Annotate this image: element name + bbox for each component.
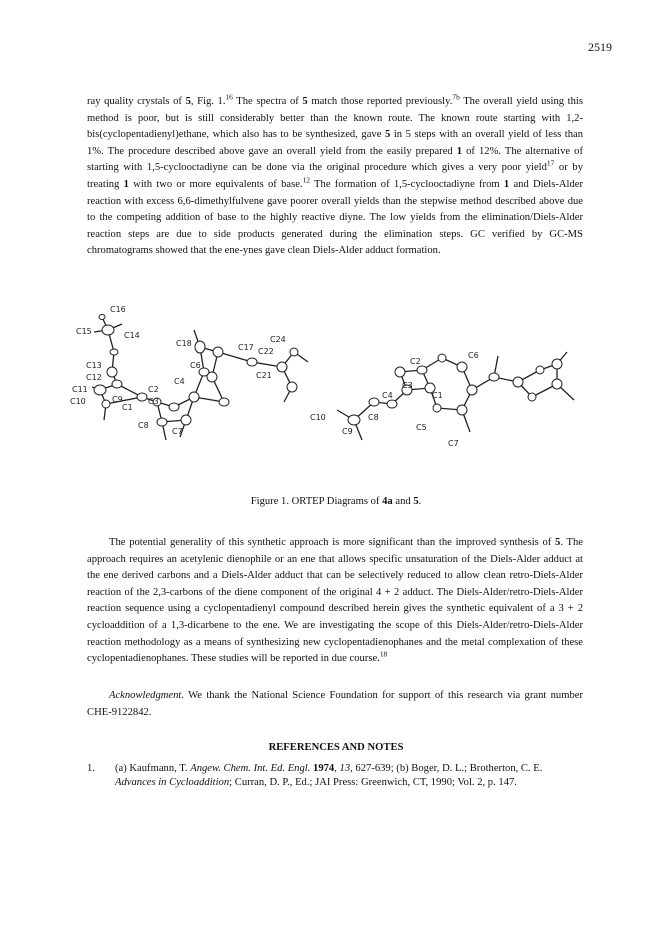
- text-run: (a) Kaufmann, T.: [115, 763, 191, 774]
- text-run: , 627-639; (b) Boger, D. L.; Brotherton, C. E.: [350, 763, 543, 774]
- reference-text: [115, 762, 583, 790]
- text-run: of 12%. The alternative of starting with 1,5-cyclooctadiyne can be done via the original procedure which gives a very poor yield: [87, 145, 583, 174]
- atom-label: C6: [190, 361, 201, 370]
- atom-label: C5: [416, 423, 427, 432]
- text-run: ,: [334, 763, 340, 774]
- atom-label: C18: [176, 339, 192, 348]
- atom-label: C12: [86, 373, 102, 382]
- atom-label: C1: [122, 403, 133, 412]
- reference-number: 1.: [87, 763, 95, 774]
- atom-label: C10: [310, 413, 326, 422]
- text-run: in 5 steps with an overall yield of less than 1%. The procedure described above gave an overall yield from the easily prepared: [87, 129, 583, 157]
- text-run: 18: [379, 649, 388, 659]
- text-run: 5: [302, 96, 308, 107]
- text-run: 5: [384, 129, 391, 141]
- text-run: and Diels-Alder reaction with excess 6,6-dimethylfulvene gave poorer overall yields than the stepwise method described above due to the competing addition of base to the highly reactive diyne. The low yields from the elimination/Diels-Alder reaction steps are due to side products generated during the elimination steps. GC verified by GC-MS chromatograms showed that the ene-ynes gave clean Diels-Alder adduct formation.: [87, 178, 584, 257]
- text-run: , Fig. 1.: [190, 96, 226, 107]
- text-run: The spectra of: [232, 96, 303, 107]
- text-run: and: [392, 496, 414, 507]
- text-run: . The approach requires an acetylenic dienophile or an ene that allows specific unsaturation of the Diels-Alder adduct at the ene derived carbons and a Diels-Alder adduct that can be selectively reduced to allow clean retro-Diels-Alder reaction of the 2,3-carbons of the diene component of the original 4 + 2 adduct. The Diels-Alder/retro-Diels-Alder reaction sequence using a cyclopentadienyl compound described herein gives the synthetic equivalent of a 3 + 2 cycloaddition of a 1,3-dicarbene to the ene. We are investigating the scope of this Diels-Alder/retro-Diels-Alder reaction methodology as a means of synthesizing new cyclopentadienophanes and the metal complexation of these cyclopentadienophanes. These studies will be reported in due course.: [87, 537, 584, 665]
- text-run: 13: [339, 763, 351, 774]
- ortep-figure: [62, 292, 602, 487]
- atom-label: C3: [148, 397, 159, 406]
- text-run: The overall yield using this method is poor, but is still considerably better than the known route. The known route starting with 1,2-bis(cyclopentadienyl)ethane, which also has to be synthesized, gave: [87, 96, 583, 141]
- text-run: 5: [413, 496, 419, 507]
- text-run: 4a: [382, 496, 393, 507]
- atom-label: C16: [110, 305, 126, 314]
- atom-label: C4: [174, 377, 185, 386]
- atom-label: C11: [72, 385, 88, 394]
- text-run: We thank the National Science Foundation for support of this research via grant number CHE-9122842.: [87, 690, 583, 718]
- reference-item: [87, 762, 583, 790]
- ortep-diagram-4a: [70, 305, 308, 440]
- atom-label: C1: [432, 391, 443, 400]
- atom-label: C7: [172, 427, 183, 436]
- atom-label: C9: [112, 395, 123, 404]
- atom-label: C2: [148, 385, 159, 394]
- text-run: 16: [225, 92, 233, 102]
- atom-label: C8: [138, 421, 149, 430]
- atom-label: C21: [256, 371, 272, 380]
- text-run: .: [418, 496, 422, 507]
- atom-label: C9: [342, 427, 353, 436]
- text-run: match those reported previously.: [307, 96, 453, 107]
- figure-caption: [0, 496, 672, 507]
- text-run: 1: [123, 178, 129, 190]
- page-number: 2519: [588, 40, 612, 54]
- text-run: 17: [546, 158, 555, 168]
- atom-label: C8: [368, 413, 379, 422]
- text-run: Figure 1. ORTEP Diagrams of: [250, 496, 383, 507]
- atom-label: C14: [124, 331, 140, 340]
- text-run: 12: [302, 175, 310, 185]
- text-run: with two or more equivalents of base.: [128, 178, 303, 190]
- text-run: or by treating: [87, 162, 583, 190]
- atom-label: C7: [448, 439, 459, 448]
- text-run: 5: [185, 96, 191, 107]
- text-run: ; Curran, D. P., Ed.; JAI Press: Greenwich, CT, 1990; Vol. 2, p. 147.: [229, 777, 517, 788]
- atom-label: C24: [270, 335, 286, 344]
- atom-label: C13: [86, 361, 102, 370]
- ortep-diagram-5: [310, 351, 574, 448]
- atom-label: C17: [238, 343, 254, 352]
- atom-label: C2: [410, 357, 421, 366]
- text-run: The formation of 1,5-cyclooctadiyne from: [309, 178, 504, 190]
- text-run: Angew. Chem. Int. Ed. Engl.: [190, 763, 311, 774]
- body-paragraph-1: [87, 94, 583, 260]
- body-paragraph-2: [87, 535, 583, 668]
- references-heading: REFERENCES AND NOTES: [268, 742, 404, 753]
- references-list: [87, 762, 583, 790]
- text-run: 7b: [452, 92, 460, 102]
- text-run: 5: [555, 537, 561, 548]
- text-run: 1: [456, 145, 463, 157]
- text-run: 1974: [313, 763, 335, 774]
- atom-label: C3: [402, 381, 413, 390]
- text-run: Acknowledgment.: [109, 690, 185, 701]
- atom-label: C10: [70, 397, 86, 406]
- atom-label: C22: [258, 347, 274, 356]
- text-run: Advances in Cycloaddition: [115, 777, 230, 788]
- atom-label: C6: [468, 351, 479, 360]
- text-run: The potential generality of this synthetic approach is more significant than the improved synthesis of: [109, 537, 556, 548]
- text-run: 1: [503, 178, 510, 190]
- atom-label: C15: [76, 327, 92, 336]
- acknowledgment: [87, 688, 583, 721]
- atom-label: C4: [382, 391, 393, 400]
- text-run: ray quality crystals of: [87, 96, 186, 107]
